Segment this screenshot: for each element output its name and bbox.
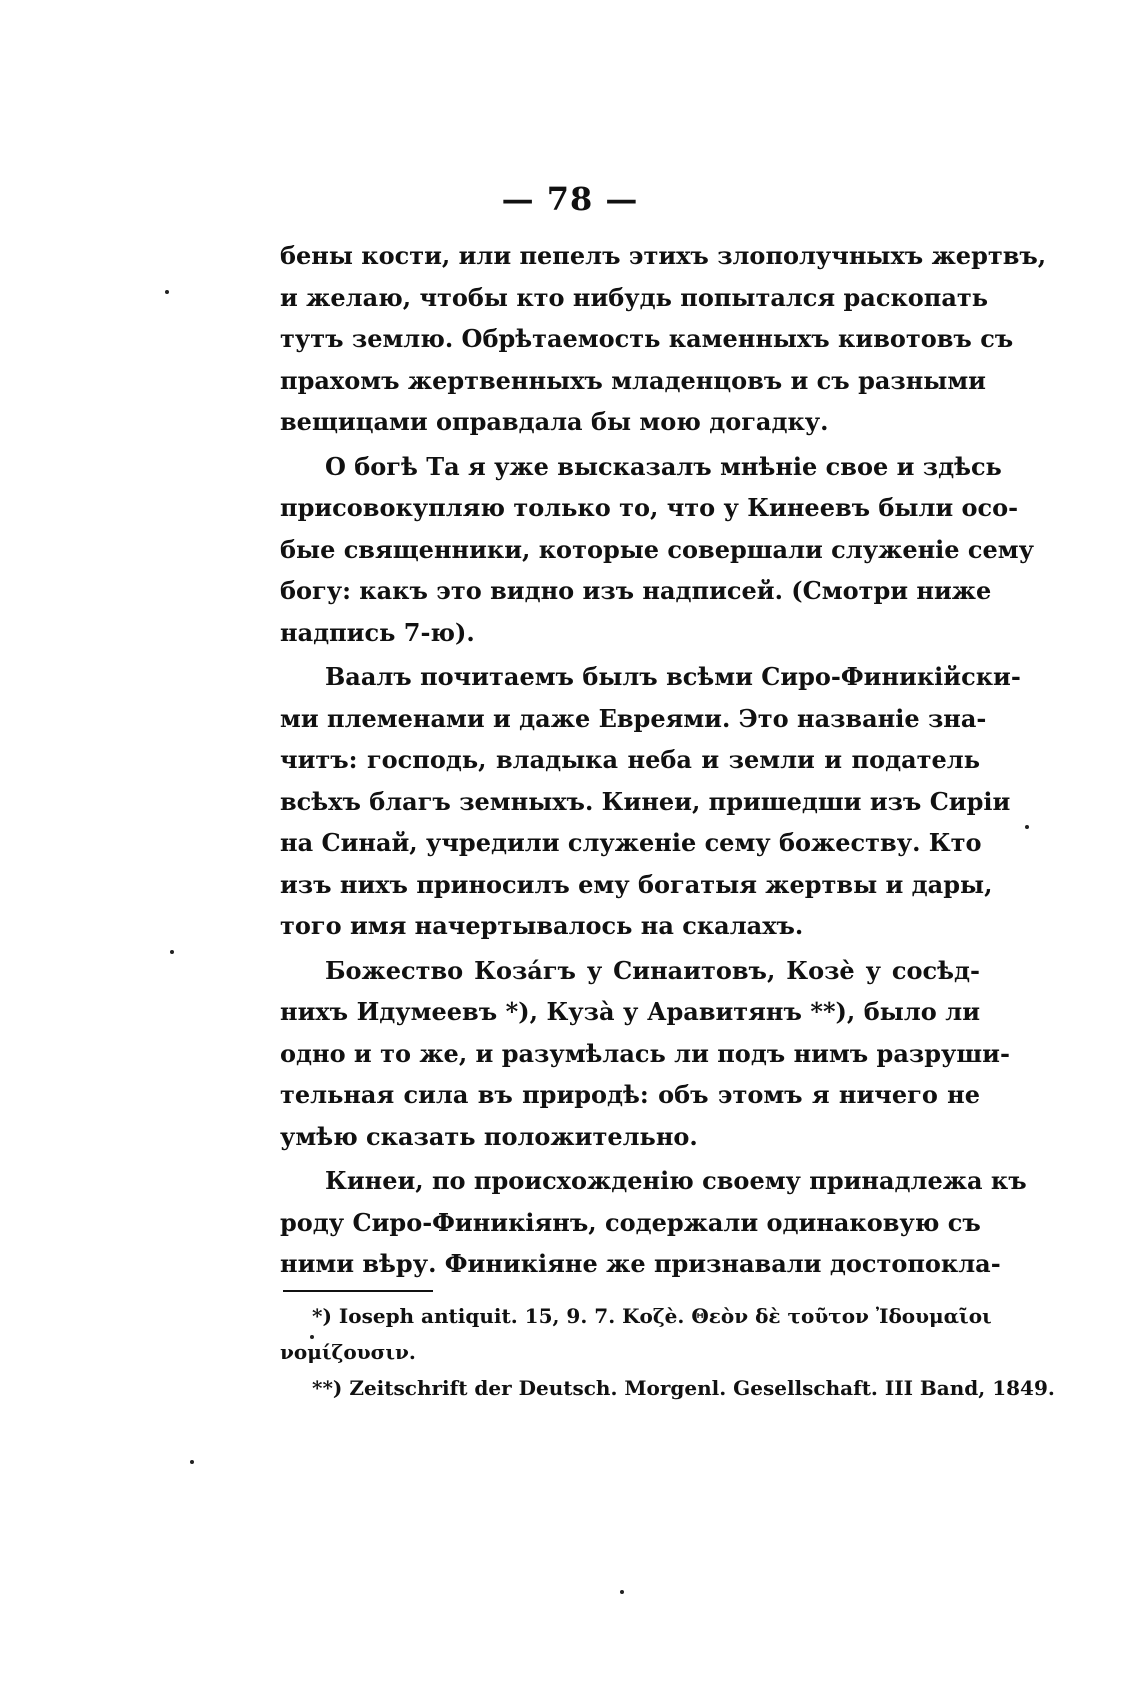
text-line: того имя начертывалось на скалахъ.	[280, 911, 804, 940]
text-line: надпись 7-ю).	[280, 617, 475, 647]
text-line: на Синай, учредили служеніе сему божеству. Кто	[280, 828, 982, 857]
text-line: тельная сила въ природѣ: объ этомъ я ничего не	[280, 1080, 980, 1109]
scan-speck	[165, 290, 169, 294]
text-line: бены кости, или пепелъ этихъ злополучныхъ жертвъ,	[280, 241, 1047, 270]
footnotes	[280, 1298, 1055, 1406]
text-line: и желаю, чтобы кто нибудь попытался раскопать	[280, 282, 989, 312]
scan-speck	[1025, 825, 1029, 829]
text-line: умѣю сказать положительно.	[280, 1121, 698, 1151]
text-line: ми племенами и даже Евреями. Это названіе зна-	[280, 703, 987, 733]
footnote-line: νομίζουσιν.	[280, 1340, 416, 1364]
footnote-line: **) Zeitschrift der Deutsch. Morgenl. Gesellschaft. III Band, 1849.	[312, 1376, 1055, 1400]
text-line: ними вѣру. Финикіяне же признавали достопокла-	[280, 1249, 1001, 1278]
page-number: — 78 —	[501, 180, 639, 218]
text-line: одно и то же, и разумѣлась ли подъ нимъ разруши-	[280, 1038, 1010, 1068]
footnote-line: *) Ioseph antiquit. 15, 9. 7. Κοζè. Θεὸν δὲ τοῦτον Ἰδουμαῖοι	[312, 1304, 992, 1328]
text-line: Божество Козáгъ у Синаитовъ, Козѐ у сосѣд-	[325, 955, 980, 985]
scan-speck	[170, 950, 174, 954]
text-line: Кинеи, по происхожденію своему принадлежа къ	[325, 1166, 1027, 1195]
text-line: роду Сиро-Финикіянъ, содержали одинаковую съ	[280, 1207, 981, 1237]
scan-speck	[620, 1590, 624, 1594]
text-line: О богѣ Та я уже высказалъ мнѣніе свое и здѣсь	[325, 451, 1002, 481]
text-line: вещицами оправдала бы мою догадку.	[280, 407, 829, 436]
text-line: присовокупляю только то, что у Кинеевъ были осо-	[280, 493, 1019, 522]
text-line: читъ: господь, владыка неба и земли и податель	[280, 745, 980, 774]
text-line: прахомъ жертвенныхъ младенцовъ и съ разными	[280, 365, 986, 395]
text-line: богу: какъ это видно изъ надписей. (Смотри ниже	[280, 576, 992, 605]
body-text	[280, 235, 1047, 1285]
text-line: тутъ землю. Обрѣтаемость каменныхъ кивотовъ съ	[280, 324, 1014, 353]
text-line: изъ нихъ приносилъ ему богатыя жертвы и дары,	[280, 869, 993, 899]
text-line: Ваалъ почитаемъ былъ всѣми Сиро-Финикійски-	[325, 662, 1021, 691]
text-line: всѣхъ благъ земныхъ. Кинеи, пришедши изъ Сиріи	[280, 786, 1011, 816]
text-line: бые священники, которые совершали служеніе сему	[280, 534, 1034, 564]
text-line: нихъ Идумеевъ *), Кузà у Аравитянъ **), было ли	[280, 997, 980, 1026]
scan-speck	[310, 1335, 314, 1339]
scan-speck	[190, 1460, 194, 1464]
footnote-divider	[283, 1290, 433, 1292]
